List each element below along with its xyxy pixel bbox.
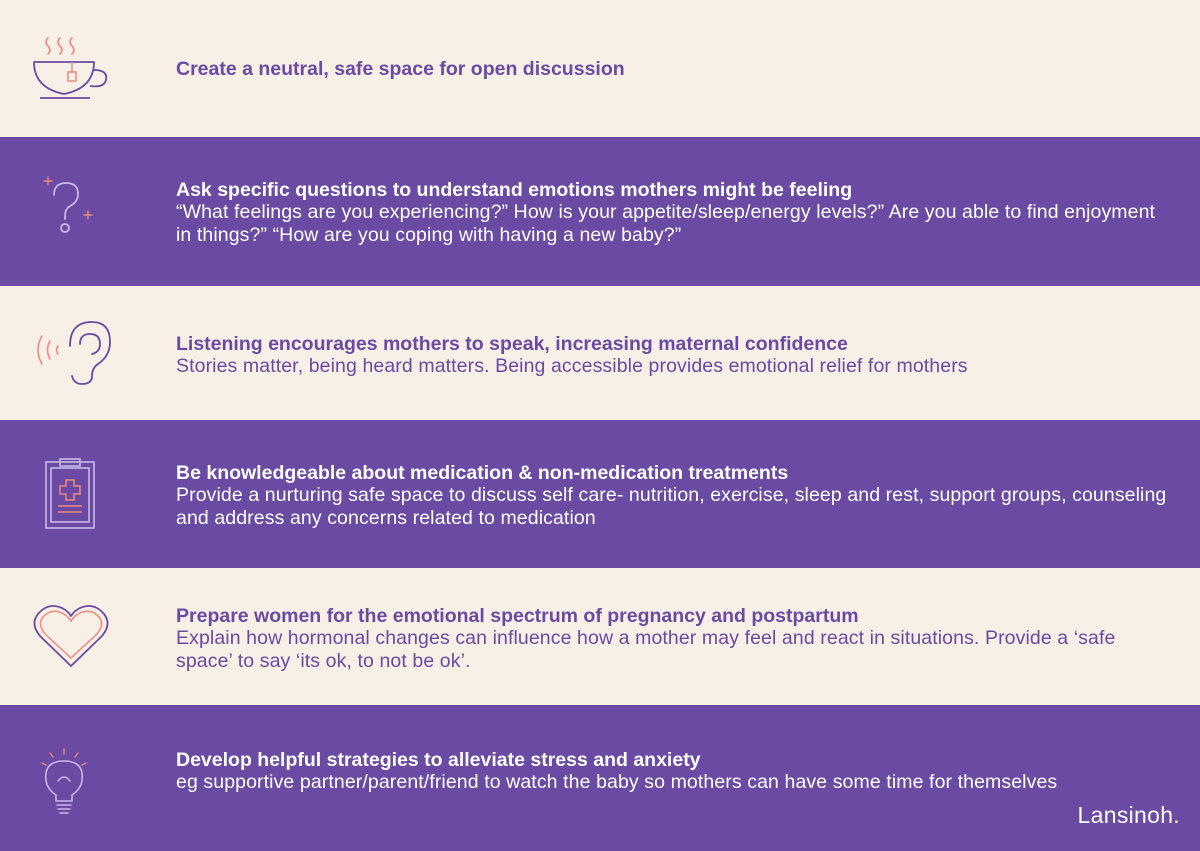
row-body: Provide a nurturing safe space to discuss self care- nutrition, exercise, sleep and rest, support groups, counseling and address any concerns related to medication bbox=[176, 484, 1167, 529]
row-title: Develop helpful strategies to alleviate stress and anxiety bbox=[176, 749, 701, 771]
question-mark-icon bbox=[26, 175, 106, 241]
row-emotional-spectrum bbox=[0, 568, 1200, 705]
row-body: Explain how hormonal changes can influence how a mother may feel and react in situations. Provide a ‘safe space’ to say ‘its ok, to not be ok’. bbox=[176, 627, 1116, 672]
lansinoh-logo: Lansinoh. bbox=[1077, 802, 1180, 828]
row-body: Stories matter, being heard matters. Being accessible provides emotional relief for mothers bbox=[176, 355, 968, 377]
row-listening bbox=[0, 286, 1200, 420]
row-title: Be knowledgeable about medication & non-medication treatments bbox=[176, 462, 789, 484]
row-title: Prepare women for the emotional spectrum of pregnancy and postpartum bbox=[176, 605, 859, 627]
lightbulb-icon bbox=[26, 747, 106, 817]
teacup-icon bbox=[26, 34, 116, 104]
row-title: Create a neutral, safe space for open discussion bbox=[176, 58, 625, 80]
heart-icon bbox=[26, 600, 116, 672]
row-specific-questions bbox=[0, 137, 1200, 286]
medical-clipboard-icon bbox=[26, 458, 106, 532]
row-title: Ask specific questions to understand emotions mothers might be feeling bbox=[176, 179, 853, 201]
row-body: “What feelings are you experiencing?” How is your appetite/sleep/energy levels?” Are you able to find enjoyment in things?” “How are you coping with having a new baby?” bbox=[176, 201, 1156, 246]
row-title: Listening encourages mothers to speak, increasing maternal confidence bbox=[176, 333, 848, 355]
row-body: eg supportive partner/parent/friend to watch the baby so mothers can have some time for themselves bbox=[176, 771, 1058, 793]
row-strategies bbox=[0, 705, 1200, 851]
ear-icon bbox=[26, 316, 116, 386]
row-safe-space bbox=[0, 0, 1200, 137]
row-knowledgeable bbox=[0, 420, 1200, 568]
